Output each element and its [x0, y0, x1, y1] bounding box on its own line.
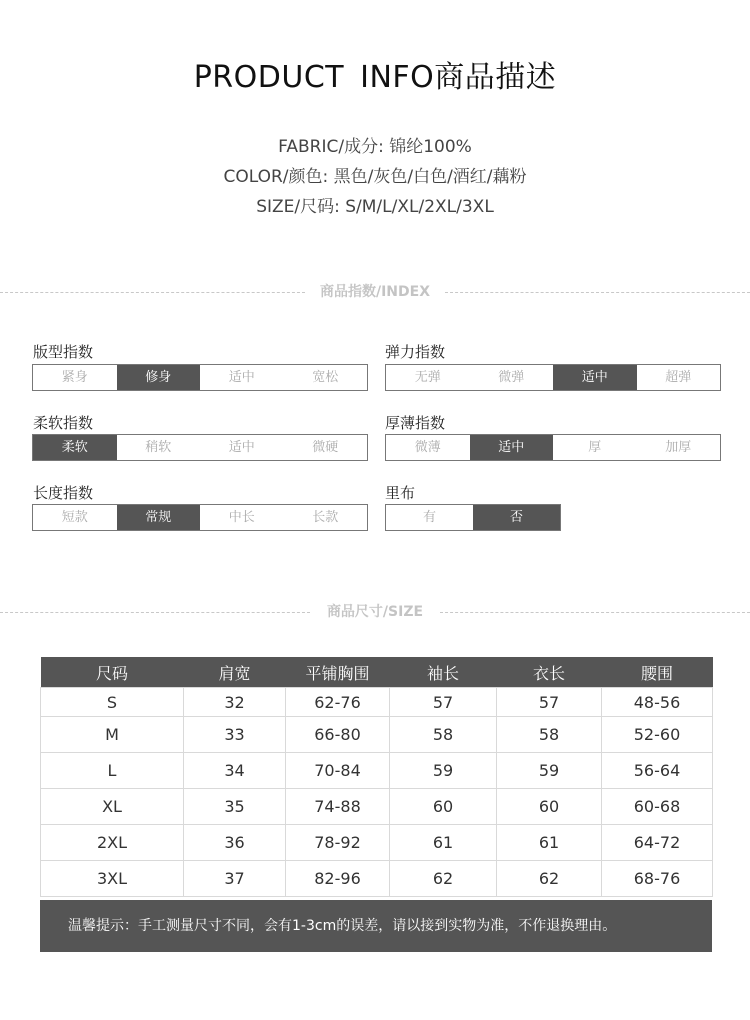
size-cell-value: 35	[184, 789, 286, 825]
size-cell-value: 36	[184, 825, 286, 861]
index-scale-lining	[385, 504, 561, 531]
index-option: 微硬	[284, 435, 368, 460]
index-section-title: 商品指数/INDEX	[319, 284, 431, 300]
index-label-thickness: 厚薄指数	[385, 414, 446, 432]
size-section-title: 商品尺寸/SIZE	[326, 604, 424, 620]
index-option: 厚	[553, 435, 637, 460]
index-label-length: 长度指数	[33, 484, 94, 502]
index-label-lining: 里布	[385, 484, 416, 502]
index-option: 无弹	[386, 365, 470, 390]
size-table	[40, 657, 713, 897]
size-cell-value: 60	[497, 789, 602, 825]
size-cell-value: 68-76	[602, 861, 713, 897]
size-table-header-row	[41, 657, 713, 688]
size-cell-value: 34	[184, 753, 286, 789]
index-scale-length	[32, 504, 368, 531]
size-table-row	[41, 688, 713, 717]
size-cell-value: 60-68	[602, 789, 713, 825]
index-scale-fit	[32, 364, 368, 391]
index-label-stretch: 弹力指数	[385, 343, 446, 361]
size-cell-label: M	[41, 717, 184, 753]
size-cell-value: 57	[390, 688, 497, 717]
size-cell-value: 57	[497, 688, 602, 717]
size-cell-label: 2XL	[41, 825, 184, 861]
index-option-selected: 适中	[553, 365, 637, 390]
size-cell-value: 56-64	[602, 753, 713, 789]
index-option: 微弹	[470, 365, 554, 390]
size-table-header: 平铺胸围	[286, 657, 390, 688]
size-cell-value: 32	[184, 688, 286, 717]
size-cell-value: 62	[390, 861, 497, 897]
size-cell-value: 58	[390, 717, 497, 753]
size-section-divider	[0, 602, 750, 622]
index-option: 宽松	[284, 365, 368, 390]
size-cell-value: 62	[497, 861, 602, 897]
index-option: 适中	[200, 365, 284, 390]
size-cell-value: 82-96	[286, 861, 390, 897]
index-label-fit: 版型指数	[33, 343, 94, 361]
index-option: 短款	[33, 505, 117, 530]
size-cell-value: 74-88	[286, 789, 390, 825]
size-cell-label: L	[41, 753, 184, 789]
size-table-header: 衣长	[497, 657, 602, 688]
index-option: 紧身	[33, 365, 117, 390]
index-option-selected: 常规	[117, 505, 201, 530]
size-cell-value: 59	[497, 753, 602, 789]
size-table-row	[41, 753, 713, 789]
size-table-header: 腰围	[602, 657, 713, 688]
measurement-note: 温馨提示：手工测量尺寸不同，会有1-3cm的误差，请以接到实物为准，不作退换理由。	[40, 900, 712, 952]
index-option-selected: 柔软	[33, 435, 117, 460]
size-cell-value: 37	[184, 861, 286, 897]
size-cell-value: 59	[390, 753, 497, 789]
title-cn: 商品描述	[434, 60, 557, 95]
color-line: COLOR/颜色: 黑色/灰色/白色/酒红/藕粉	[223, 167, 527, 187]
index-option-selected: 适中	[470, 435, 554, 460]
size-table-body	[41, 688, 713, 897]
index-option: 中长	[200, 505, 284, 530]
size-line: SIZE/尺码: S/M/L/XL/2XL/3XL	[256, 197, 494, 217]
size-cell-value: 62-76	[286, 688, 390, 717]
size-cell-value: 33	[184, 717, 286, 753]
size-cell-value: 70-84	[286, 753, 390, 789]
index-option: 适中	[200, 435, 284, 460]
size-cell-label: XL	[41, 789, 184, 825]
index-scale-softness	[32, 434, 368, 461]
size-table-row	[41, 717, 713, 753]
index-option: 超弹	[637, 365, 721, 390]
index-option: 微薄	[386, 435, 470, 460]
index-option: 长款	[284, 505, 368, 530]
size-table-row	[41, 861, 713, 897]
title-en-product: PRODUCT	[193, 60, 345, 95]
index-section-divider	[0, 282, 750, 302]
size-cell-value: 48-56	[602, 688, 713, 717]
size-table-header: 尺码	[41, 657, 184, 688]
title-en-info: INFO	[360, 60, 435, 95]
index-label-softness: 柔软指数	[33, 414, 94, 432]
size-cell-label: 3XL	[41, 861, 184, 897]
size-table-row	[41, 825, 713, 861]
size-cell-value: 52-60	[602, 717, 713, 753]
size-cell-value: 58	[497, 717, 602, 753]
index-option: 有	[386, 505, 473, 530]
index-option: 稍软	[117, 435, 201, 460]
index-option: 加厚	[637, 435, 721, 460]
size-cell-value: 64-72	[602, 825, 713, 861]
index-option-selected: 修身	[117, 365, 201, 390]
size-cell-value: 66-80	[286, 717, 390, 753]
fabric-line: FABRIC/成分: 锦纶100%	[278, 137, 472, 157]
index-option-selected: 否	[473, 505, 560, 530]
page-title	[0, 52, 750, 96]
size-table-header: 肩宽	[184, 657, 286, 688]
size-cell-label: S	[41, 688, 184, 717]
size-cell-value: 78-92	[286, 825, 390, 861]
size-cell-value: 61	[497, 825, 602, 861]
size-cell-value: 61	[390, 825, 497, 861]
size-table-row	[41, 789, 713, 825]
size-table-header: 袖长	[390, 657, 497, 688]
index-scale-stretch	[385, 364, 721, 391]
index-scale-thickness	[385, 434, 721, 461]
size-cell-value: 60	[390, 789, 497, 825]
